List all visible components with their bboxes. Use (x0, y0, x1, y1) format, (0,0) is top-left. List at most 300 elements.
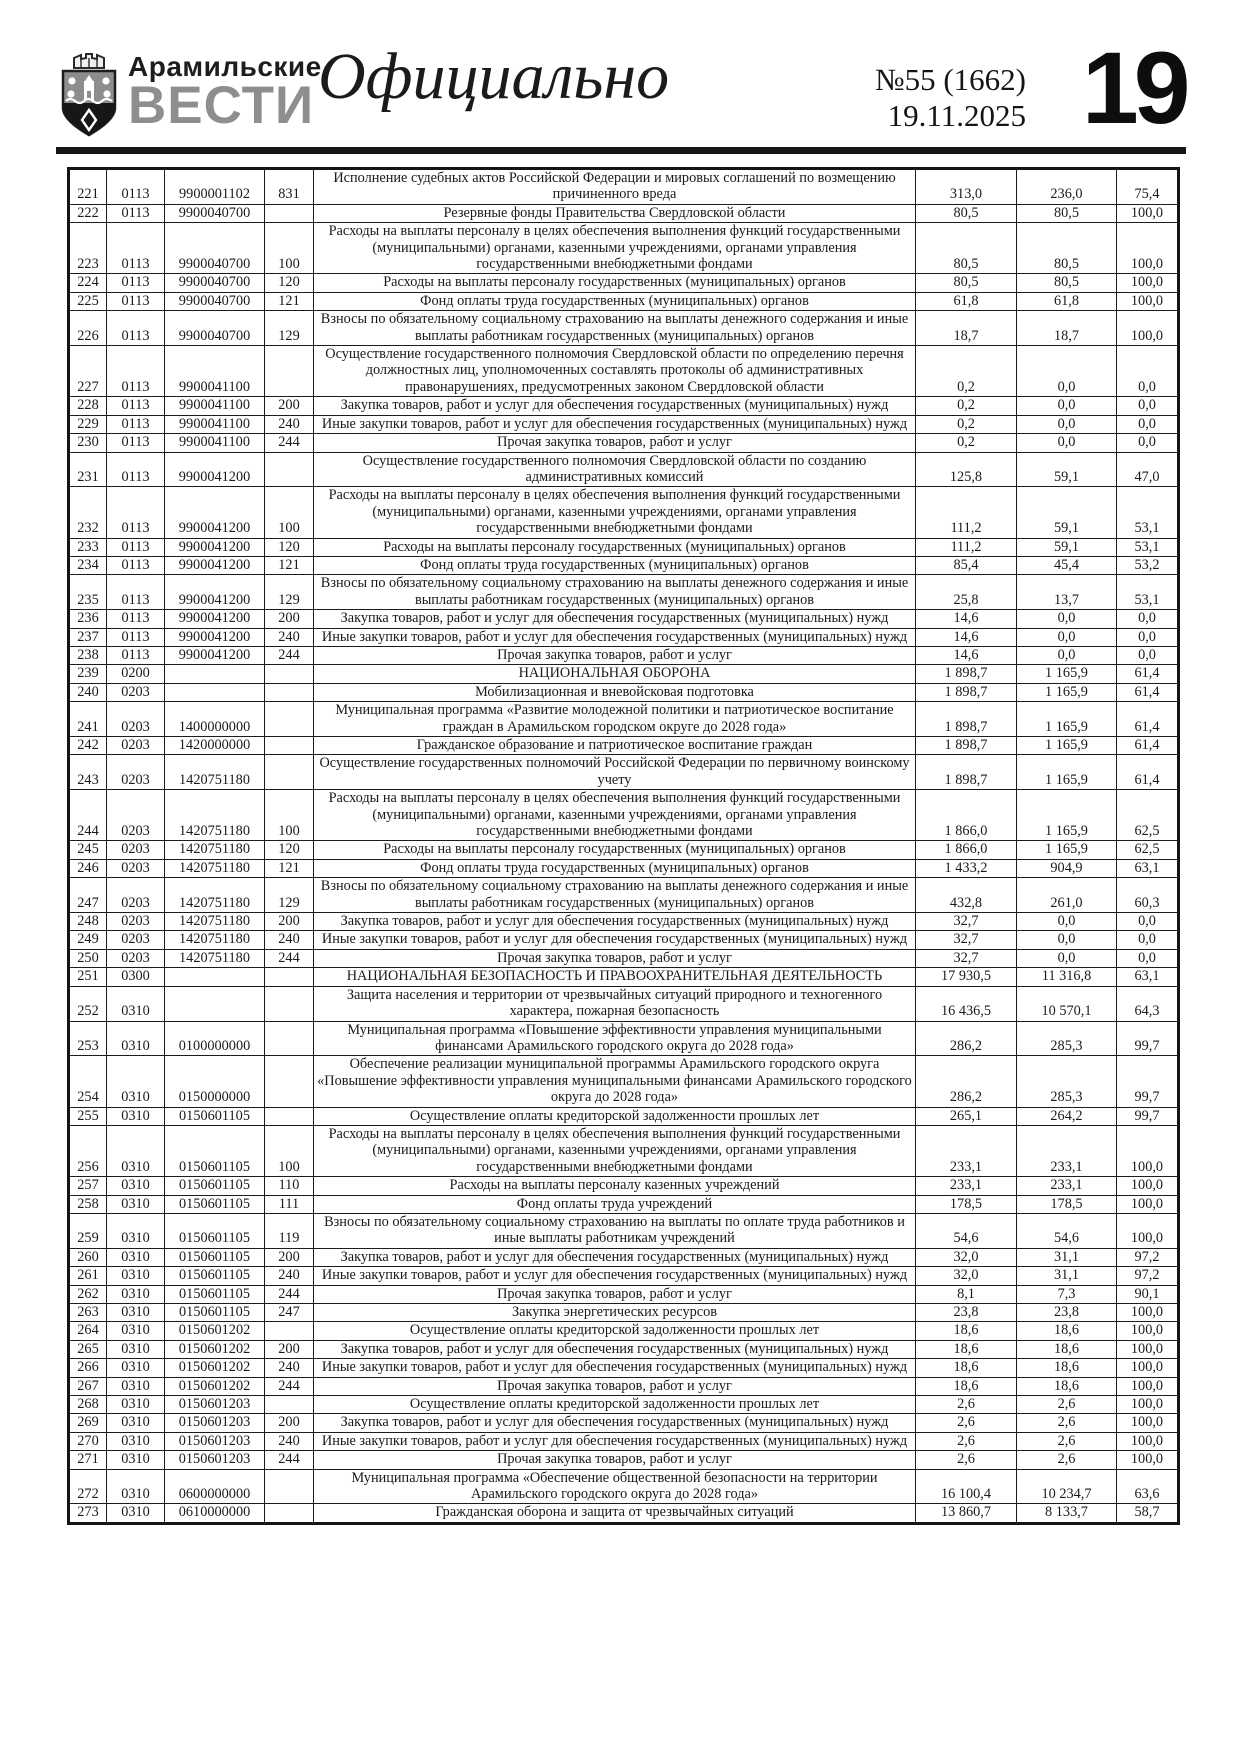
expense-type-code (265, 986, 314, 1021)
executed-value: 1 165,9 (1017, 702, 1117, 737)
section-code: 0113 (107, 311, 165, 346)
percent-value: 0,0 (1117, 949, 1179, 967)
row-number: 225 (69, 292, 107, 310)
expense-type-code: 200 (265, 1414, 314, 1432)
target-article-code: 9900041200 (165, 575, 265, 610)
section-code: 0310 (107, 1213, 165, 1248)
expense-type-code: 200 (265, 1340, 314, 1358)
table-row (69, 968, 1179, 986)
section-code: 0310 (107, 1267, 165, 1285)
row-number: 248 (69, 913, 107, 931)
expense-type-code: 244 (265, 1377, 314, 1395)
executed-value: 0,0 (1017, 949, 1117, 967)
plan-value: 1 866,0 (916, 841, 1017, 859)
percent-value: 100,0 (1117, 1432, 1179, 1450)
table-row (69, 1377, 1179, 1395)
table-row (69, 986, 1179, 1021)
plan-value: 16 436,5 (916, 986, 1017, 1021)
executed-value: 0,0 (1017, 913, 1117, 931)
expense-type-code: 244 (265, 949, 314, 967)
row-number: 268 (69, 1396, 107, 1414)
expense-name: Обеспечение реализации муниципальной программы Арамильского городского округа «Повышение эффективности управления муниципальными финансами Арамильского городского округа до 2028 года» (314, 1056, 916, 1107)
section-code: 0113 (107, 274, 165, 292)
percent-value: 63,6 (1117, 1469, 1179, 1504)
target-article-code: 0150601203 (165, 1396, 265, 1414)
coat-of-arms-icon (60, 50, 118, 138)
expense-type-code: 240 (265, 1432, 314, 1450)
expense-type-code: 129 (265, 311, 314, 346)
expense-name: Закупка товаров, работ и услуг для обеспечения государственных (муниципальных) нужд (314, 610, 916, 628)
executed-value: 18,6 (1017, 1340, 1117, 1358)
expense-type-code (265, 1322, 314, 1340)
plan-value: 0,2 (916, 397, 1017, 415)
section-code: 0310 (107, 1396, 165, 1414)
table-row (69, 223, 1179, 274)
expense-name: Гражданская оборона и защита от чрезвычайных ситуаций (314, 1504, 916, 1523)
executed-value: 31,1 (1017, 1248, 1117, 1266)
executed-value: 80,5 (1017, 274, 1117, 292)
percent-value: 61,4 (1117, 683, 1179, 701)
table-row (69, 274, 1179, 292)
plan-value: 32,7 (916, 949, 1017, 967)
budget-table (67, 167, 1180, 1525)
executed-value: 18,6 (1017, 1377, 1117, 1395)
expense-type-code: 100 (265, 790, 314, 841)
executed-value: 1 165,9 (1017, 683, 1117, 701)
executed-value: 0,0 (1017, 610, 1117, 628)
target-article-code: 0150601203 (165, 1451, 265, 1469)
percent-value: 100,0 (1117, 1322, 1179, 1340)
section-code: 0113 (107, 292, 165, 310)
plan-value: 25,8 (916, 575, 1017, 610)
executed-value: 0,0 (1017, 646, 1117, 664)
expense-type-code: 100 (265, 223, 314, 274)
executed-value: 0,0 (1017, 628, 1117, 646)
table-row (69, 1504, 1179, 1523)
row-number: 222 (69, 204, 107, 222)
section-code: 0310 (107, 1125, 165, 1176)
percent-value: 0,0 (1117, 610, 1179, 628)
executed-value: 45,4 (1017, 556, 1117, 574)
section-code: 0310 (107, 1451, 165, 1469)
section-code: 0310 (107, 1285, 165, 1303)
plan-value: 54,6 (916, 1213, 1017, 1248)
target-article-code (165, 968, 265, 986)
section-code: 0310 (107, 1377, 165, 1395)
plan-value: 0,2 (916, 415, 1017, 433)
table-row (69, 204, 1179, 222)
table-row (69, 1267, 1179, 1285)
plan-value: 233,1 (916, 1125, 1017, 1176)
budget-table-body (69, 169, 1179, 1524)
target-article-code: 9900041200 (165, 610, 265, 628)
executed-value: 0,0 (1017, 434, 1117, 452)
executed-value: 2,6 (1017, 1432, 1117, 1450)
table-row (69, 755, 1179, 790)
percent-value: 100,0 (1117, 1451, 1179, 1469)
section-code: 0310 (107, 1469, 165, 1504)
expense-name: Взносы по обязательному социальному страхованию на выплаты денежного содержания и иные выплаты работникам государственных (муниципальных) органов (314, 878, 916, 913)
section-code: 0113 (107, 346, 165, 397)
executed-value: 7,3 (1017, 1285, 1117, 1303)
executed-value: 0,0 (1017, 397, 1117, 415)
expense-type-code: 200 (265, 913, 314, 931)
percent-value: 100,0 (1117, 204, 1179, 222)
expense-type-code (265, 1396, 314, 1414)
target-article-code: 1420751180 (165, 755, 265, 790)
expense-type-code (265, 755, 314, 790)
expense-type-code: 240 (265, 1359, 314, 1377)
table-row (69, 311, 1179, 346)
section-code: 0113 (107, 628, 165, 646)
expense-name: Иные закупки товаров, работ и услуг для обеспечения государственных (муниципальных) нужд (314, 931, 916, 949)
section-code: 0310 (107, 1322, 165, 1340)
section-title: Официально (318, 40, 670, 113)
row-number: 247 (69, 878, 107, 913)
section-code: 0113 (107, 646, 165, 664)
section-code: 0200 (107, 665, 165, 683)
table-row (69, 1177, 1179, 1195)
percent-value: 97,2 (1117, 1248, 1179, 1266)
plan-value: 1 898,7 (916, 702, 1017, 737)
row-number: 228 (69, 397, 107, 415)
expense-type-code: 111 (265, 1195, 314, 1213)
target-article-code: 1400000000 (165, 702, 265, 737)
percent-value: 60,3 (1117, 878, 1179, 913)
percent-value: 97,2 (1117, 1267, 1179, 1285)
section-code: 0310 (107, 1107, 165, 1125)
table-row (69, 1213, 1179, 1248)
target-article-code: 9900041200 (165, 487, 265, 538)
table-row (69, 1248, 1179, 1266)
row-number: 249 (69, 931, 107, 949)
row-number: 239 (69, 665, 107, 683)
expense-type-code: 100 (265, 1125, 314, 1176)
table-row (69, 878, 1179, 913)
target-article-code (165, 665, 265, 683)
table-row (69, 949, 1179, 967)
expense-name: Осуществление оплаты кредиторской задолженности прошлых лет (314, 1396, 916, 1414)
newspaper-logo (60, 50, 322, 138)
expense-type-code: 244 (265, 646, 314, 664)
expense-type-code: 200 (265, 1248, 314, 1266)
expense-name: Мобилизационная и вневойсковая подготовка (314, 683, 916, 701)
target-article-code: 1420751180 (165, 859, 265, 877)
plan-value: 18,6 (916, 1340, 1017, 1358)
executed-value: 233,1 (1017, 1177, 1117, 1195)
percent-value: 100,0 (1117, 1340, 1179, 1358)
percent-value: 0,0 (1117, 931, 1179, 949)
table-row (69, 1056, 1179, 1107)
table-row (69, 841, 1179, 859)
expense-name: Прочая закупка товаров, работ и услуг (314, 949, 916, 967)
executed-value: 0,0 (1017, 415, 1117, 433)
table-row (69, 931, 1179, 949)
executed-value: 59,1 (1017, 452, 1117, 487)
table-row (69, 292, 1179, 310)
row-number: 252 (69, 986, 107, 1021)
target-article-code: 0600000000 (165, 1469, 265, 1504)
row-number: 243 (69, 755, 107, 790)
expense-type-code (265, 968, 314, 986)
table-row (69, 487, 1179, 538)
row-number: 235 (69, 575, 107, 610)
target-article-code: 0150601105 (165, 1267, 265, 1285)
percent-value: 75,4 (1117, 169, 1179, 205)
expense-type-code (265, 1504, 314, 1523)
row-number: 264 (69, 1322, 107, 1340)
plan-value: 14,6 (916, 628, 1017, 646)
executed-value: 61,8 (1017, 292, 1117, 310)
section-code: 0113 (107, 204, 165, 222)
expense-name: Расходы на выплаты персоналу государственных (муниципальных) органов (314, 274, 916, 292)
table-row (69, 913, 1179, 931)
target-article-code: 0150601105 (165, 1177, 265, 1195)
executed-value: 236,0 (1017, 169, 1117, 205)
table-row (69, 415, 1179, 433)
executed-value: 18,7 (1017, 311, 1117, 346)
expense-name: Закупка товаров, работ и услуг для обеспечения государственных (муниципальных) нужд (314, 913, 916, 931)
target-article-code: 1420751180 (165, 913, 265, 931)
expense-type-code (265, 665, 314, 683)
executed-value: 23,8 (1017, 1304, 1117, 1322)
percent-value: 100,0 (1117, 1195, 1179, 1213)
plan-value: 32,7 (916, 913, 1017, 931)
row-number: 244 (69, 790, 107, 841)
section-code: 0113 (107, 169, 165, 205)
executed-value: 233,1 (1017, 1125, 1117, 1176)
percent-value: 63,1 (1117, 968, 1179, 986)
expense-name: Закупка энергетических ресурсов (314, 1304, 916, 1322)
expense-name: Расходы на выплаты персоналу в целях обеспечения выполнения функций государственными (муниципальными) органами, казенными учреждениями, органами управления государственными внебюджетными фондами (314, 223, 916, 274)
target-article-code: 1420751180 (165, 949, 265, 967)
section-code: 0203 (107, 683, 165, 701)
row-number: 246 (69, 859, 107, 877)
percent-value: 0,0 (1117, 346, 1179, 397)
executed-value: 2,6 (1017, 1396, 1117, 1414)
target-article-code: 0150601105 (165, 1248, 265, 1266)
section-code: 0310 (107, 986, 165, 1021)
percent-value: 0,0 (1117, 397, 1179, 415)
section-code: 0310 (107, 1021, 165, 1056)
plan-value: 432,8 (916, 878, 1017, 913)
issue-info (856, 62, 1026, 134)
expense-type-code: 244 (265, 1451, 314, 1469)
issue-number: №55 (1662) (875, 62, 1026, 97)
target-article-code: 0150601202 (165, 1322, 265, 1340)
plan-value: 14,6 (916, 610, 1017, 628)
percent-value: 61,4 (1117, 737, 1179, 755)
plan-value: 286,2 (916, 1056, 1017, 1107)
executed-value: 178,5 (1017, 1195, 1117, 1213)
expense-type-code (265, 204, 314, 222)
expense-name: Гражданское образование и патриотическое воспитание граждан (314, 737, 916, 755)
table-row (69, 1396, 1179, 1414)
table-row (69, 1304, 1179, 1322)
page-number: 19 (1082, 31, 1186, 145)
executed-value: 904,9 (1017, 859, 1117, 877)
section-code: 0310 (107, 1177, 165, 1195)
executed-value: 1 165,9 (1017, 790, 1117, 841)
row-number: 263 (69, 1304, 107, 1322)
executed-value: 0,0 (1017, 931, 1117, 949)
plan-value: 32,0 (916, 1267, 1017, 1285)
expense-type-code: 120 (265, 841, 314, 859)
percent-value: 99,7 (1117, 1056, 1179, 1107)
table-row (69, 1469, 1179, 1504)
table-row (69, 1107, 1179, 1125)
row-number: 257 (69, 1177, 107, 1195)
percent-value: 0,0 (1117, 646, 1179, 664)
plan-value: 1 433,2 (916, 859, 1017, 877)
row-number: 232 (69, 487, 107, 538)
expense-type-code: 240 (265, 628, 314, 646)
section-code: 0113 (107, 397, 165, 415)
section-code: 0203 (107, 878, 165, 913)
percent-value: 63,1 (1117, 859, 1179, 877)
expense-name: Прочая закупка товаров, работ и услуг (314, 434, 916, 452)
section-code: 0300 (107, 968, 165, 986)
plan-value: 2,6 (916, 1432, 1017, 1450)
executed-value: 80,5 (1017, 204, 1117, 222)
plan-value: 111,2 (916, 538, 1017, 556)
plan-value: 18,6 (916, 1377, 1017, 1395)
percent-value: 62,5 (1117, 790, 1179, 841)
executed-value: 18,6 (1017, 1359, 1117, 1377)
percent-value: 0,0 (1117, 628, 1179, 646)
table-row (69, 1195, 1179, 1213)
target-article-code: 9900041200 (165, 452, 265, 487)
section-code: 0113 (107, 556, 165, 574)
row-number: 258 (69, 1195, 107, 1213)
section-code: 0203 (107, 931, 165, 949)
row-number: 273 (69, 1504, 107, 1523)
executed-value: 1 165,9 (1017, 755, 1117, 790)
section-code: 0310 (107, 1056, 165, 1107)
plan-value: 32,7 (916, 931, 1017, 949)
section-code: 0203 (107, 737, 165, 755)
percent-value: 61,4 (1117, 755, 1179, 790)
row-number: 226 (69, 311, 107, 346)
executed-value: 2,6 (1017, 1414, 1117, 1432)
percent-value: 100,0 (1117, 311, 1179, 346)
expense-type-code (265, 1107, 314, 1125)
expense-name: Фонд оплаты труда государственных (муниципальных) органов (314, 859, 916, 877)
expense-type-code: 100 (265, 487, 314, 538)
expense-name: Взносы по обязательному социальному страхованию на выплаты денежного содержания и иные выплаты работникам государственных (муниципальных) органов (314, 311, 916, 346)
section-code: 0203 (107, 949, 165, 967)
percent-value: 58,7 (1117, 1504, 1179, 1523)
row-number: 267 (69, 1377, 107, 1395)
target-article-code: 9900001102 (165, 169, 265, 205)
expense-name: Фонд оплаты труда государственных (муниципальных) органов (314, 292, 916, 310)
executed-value: 285,3 (1017, 1021, 1117, 1056)
target-article-code: 0150601105 (165, 1107, 265, 1125)
plan-value: 8,1 (916, 1285, 1017, 1303)
expense-name: Осуществление государственного полномочия Свердловской области по созданию административных комиссий (314, 452, 916, 487)
expense-type-code: 121 (265, 292, 314, 310)
target-article-code: 0610000000 (165, 1504, 265, 1523)
row-number: 271 (69, 1451, 107, 1469)
table-row (69, 1322, 1179, 1340)
percent-value: 99,7 (1117, 1107, 1179, 1125)
row-number: 233 (69, 538, 107, 556)
plan-value: 1 898,7 (916, 737, 1017, 755)
target-article-code: 0150000000 (165, 1056, 265, 1107)
section-code: 0113 (107, 452, 165, 487)
expense-name: Расходы на выплаты персоналу в целях обеспечения выполнения функций государственными (муниципальными) органами, казенными учреждениями, органами управления государственными внебюджетными фондами (314, 487, 916, 538)
row-number: 227 (69, 346, 107, 397)
expense-name: Осуществление оплаты кредиторской задолженности прошлых лет (314, 1322, 916, 1340)
executed-value: 1 165,9 (1017, 737, 1117, 755)
plan-value: 2,6 (916, 1396, 1017, 1414)
row-number: 262 (69, 1285, 107, 1303)
table-row (69, 1451, 1179, 1469)
expense-name: Иные закупки товаров, работ и услуг для обеспечения государственных (муниципальных) нужд (314, 628, 916, 646)
issue-date: 19.11.2025 (887, 98, 1026, 133)
expense-name: Муниципальная программа «Обеспечение общественной безопасности на территории Арамильского городского округа до 2028 года» (314, 1469, 916, 1504)
expense-type-code (265, 1469, 314, 1504)
plan-value: 2,6 (916, 1414, 1017, 1432)
target-article-code: 9900041200 (165, 628, 265, 646)
plan-value: 265,1 (916, 1107, 1017, 1125)
expense-type-code: 831 (265, 169, 314, 205)
table-row (69, 1021, 1179, 1056)
expense-name: Расходы на выплаты персоналу казенных учреждений (314, 1177, 916, 1195)
table-row (69, 737, 1179, 755)
expense-type-code: 247 (265, 1304, 314, 1322)
expense-name: Прочая закупка товаров, работ и услуг (314, 1377, 916, 1395)
section-code: 0113 (107, 575, 165, 610)
expense-name: Прочая закупка товаров, работ и услуг (314, 1285, 916, 1303)
expense-name: Иные закупки товаров, работ и услуг для обеспечения государственных (муниципальных) нужд (314, 1267, 916, 1285)
table-row (69, 397, 1179, 415)
expense-name: Муниципальная программа «Повышение эффективности управления муниципальными финансами Арамильского городского округа до 2028 года» (314, 1021, 916, 1056)
plan-value: 80,5 (916, 223, 1017, 274)
plan-value: 2,6 (916, 1451, 1017, 1469)
plan-value: 0,2 (916, 346, 1017, 397)
executed-value: 285,3 (1017, 1056, 1117, 1107)
percent-value: 100,0 (1117, 292, 1179, 310)
target-article-code: 0100000000 (165, 1021, 265, 1056)
target-article-code: 0150601105 (165, 1304, 265, 1322)
section-code: 0113 (107, 415, 165, 433)
target-article-code: 9900041200 (165, 538, 265, 556)
row-number: 223 (69, 223, 107, 274)
table-row (69, 346, 1179, 397)
expense-type-code (265, 683, 314, 701)
expense-type-code (265, 1056, 314, 1107)
row-number: 255 (69, 1107, 107, 1125)
target-article-code: 0150601105 (165, 1213, 265, 1248)
expense-name: Иные закупки товаров, работ и услуг для обеспечения государственных (муниципальных) нужд (314, 1359, 916, 1377)
row-number: 251 (69, 968, 107, 986)
target-article-code (165, 683, 265, 701)
executed-value: 2,6 (1017, 1451, 1117, 1469)
row-number: 270 (69, 1432, 107, 1450)
section-code: 0310 (107, 1195, 165, 1213)
table-row (69, 538, 1179, 556)
row-number: 260 (69, 1248, 107, 1266)
table-row (69, 1432, 1179, 1450)
row-number: 265 (69, 1340, 107, 1358)
target-article-code: 1420751180 (165, 931, 265, 949)
plan-value: 111,2 (916, 487, 1017, 538)
plan-value: 18,7 (916, 311, 1017, 346)
percent-value: 53,1 (1117, 487, 1179, 538)
target-article-code: 9900041100 (165, 434, 265, 452)
table-row (69, 452, 1179, 487)
